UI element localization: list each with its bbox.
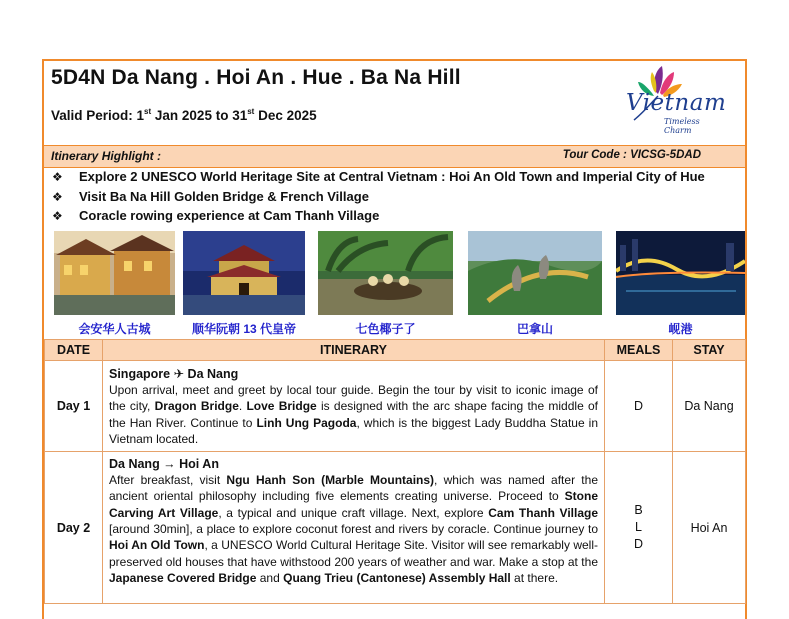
vietnam-logo: Vietnam Timeless Charm xyxy=(612,62,724,134)
itinerary-table xyxy=(44,339,746,604)
photo-caption: 七色椰子了 xyxy=(355,322,416,336)
diamond-bullet-icon: ❖ xyxy=(52,189,63,204)
diamond-bullet-icon: ❖ xyxy=(52,209,63,223)
day-label: Day 1 xyxy=(45,361,103,452)
itinerary-cell xyxy=(103,361,605,452)
day-label: Day 2 xyxy=(45,452,103,604)
highlight-label: Itinerary Highlight : xyxy=(51,149,162,163)
route-title: Singapore ✈ Da Nang xyxy=(109,367,239,381)
col-itinerary: ITINERARY xyxy=(103,340,605,361)
highlight-item: ❖ Visit Ba Na Hill Golden Bridge & French Village xyxy=(52,188,369,204)
table-row xyxy=(45,361,746,452)
itinerary-highlight-bar xyxy=(44,145,745,168)
day-description: Upon arrival, meet and greet by local tour guide. Begin the tour by visit to iconic image of the city, Dragon Bridge. Love Bridge is designed with the arc shape facing the middle of the Han River. Continue to Linh Ung Pagoda, which is the biggest Lady Buddha Statue in Vietnam located. xyxy=(109,383,599,446)
col-meals: MEALS xyxy=(605,340,673,361)
col-stay: STAY xyxy=(673,340,746,361)
table-row xyxy=(45,452,746,604)
diamond-bullet-icon: ❖ xyxy=(52,170,63,184)
golden-bridge-photo xyxy=(468,231,602,315)
tour-code: Tour Code : VICSG-5DAD xyxy=(562,149,701,161)
meals-cell: B L D xyxy=(605,452,673,604)
photo-caption: 会安华人古城 xyxy=(78,322,151,336)
photo-strip xyxy=(44,229,745,339)
stay-cell: Hoi An xyxy=(673,452,746,604)
hue-imperial-photo xyxy=(183,231,305,315)
coconut-forest-photo xyxy=(318,231,453,315)
highlight-item: ❖ Coracle rowing experience at Cam Thanh Village xyxy=(52,208,380,223)
valid-period: Valid Period: 1st Jan 2025 to 31st Dec 2025 xyxy=(51,107,317,123)
photo-caption: 巴拿山 xyxy=(516,322,553,336)
photo-caption: 岘港 xyxy=(668,322,693,336)
route-title: Da Nang → Hoi An xyxy=(109,457,219,472)
photo-caption: 顺华阮朝 13 代皇帝 xyxy=(191,322,297,336)
hoi-an-photo xyxy=(54,231,175,315)
tour-title: 5D4N Da Nang . Hoi An . Hue . Ba Na Hill xyxy=(51,66,461,89)
itinerary-cell xyxy=(103,452,605,604)
stay-cell: Da Nang xyxy=(673,361,746,452)
table-header-row xyxy=(45,340,746,361)
highlight-list xyxy=(52,169,705,228)
highlight-item: ❖ Explore 2 UNESCO World Heritage Site at Central Vietnam : Hoi An Old Town and Imperial City of Hue xyxy=(52,169,705,184)
day-description: After breakfast, visit Ngu Hanh Son (Marble Mountains), which was named after the ancient oriental philosophy including five elements creating universe. Proceed to Stone Carving Art Village, a typical and unique craft village. Next, explore Cam Thanh Village [around 30min], a place to explore coconut forest and rivers by coracle. Continue journey to Hoi An Old Town, a UNESCO World Cultural Heritage Site. Visitor will see remarkably well-preserved old houses that have withstood 200 years of weather and war. Make a stop at the Japanese Covered Bridge and Quang Trieu (Cantonese) Assembly Hall at there. xyxy=(109,473,599,585)
col-date: DATE xyxy=(45,340,103,361)
dragon-bridge-photo xyxy=(616,231,745,315)
meals-cell: D xyxy=(605,361,673,452)
